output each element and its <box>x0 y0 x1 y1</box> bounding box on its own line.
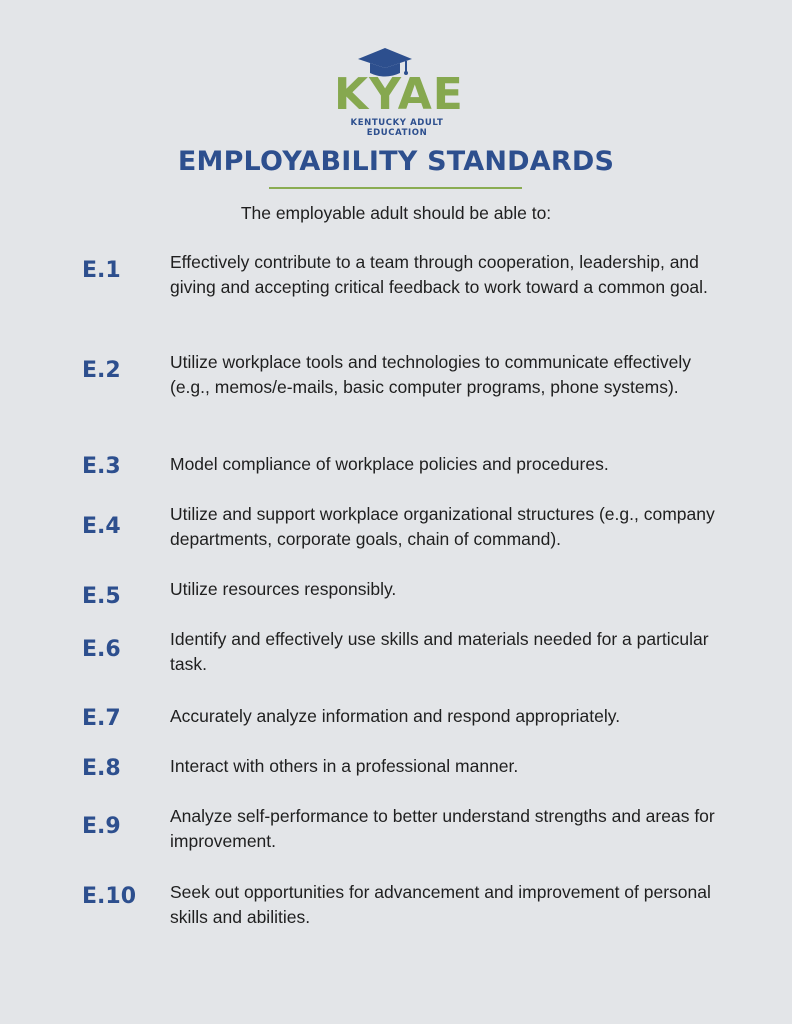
standard-description: Effectively contribute to a team through cooperation, leadership, and giving and accepting critical feedback to work toward a common goal. <box>170 252 708 297</box>
standard-code: E.7 <box>82 706 121 731</box>
standard-code: E.8 <box>82 756 121 781</box>
standard-description: Interact with others in a professional manner. <box>170 756 519 776</box>
standard-code: E.4 <box>82 514 121 539</box>
standard-code: E.6 <box>82 637 121 662</box>
standard-description: Analyze self-performance to better understand strengths and areas for improvement. <box>170 806 715 851</box>
standard-code: E.5 <box>82 584 121 609</box>
standard-code: E.1 <box>82 258 121 283</box>
standard-description: Utilize resources responsibly. <box>170 579 397 599</box>
standard-description: Utilize workplace tools and technologies to communicate effectively (e.g., memos/e-mails, basic computer programs, phone systems). <box>170 352 692 397</box>
logo-subtitle: KENTUCKY ADULT EDUCATION <box>350 118 444 138</box>
intro-text: The employable adult should be able to: <box>240 203 552 223</box>
standard-description: Utilize and support workplace organizational structures (e.g., company departments, corporate goals, chain of command). <box>170 504 715 549</box>
standard-description: Identify and effectively use skills and materials needed for a particular task. <box>170 629 709 674</box>
standard-code: E.9 <box>82 814 121 839</box>
standard-code: E.2 <box>82 358 121 383</box>
standard-description: Seek out opportunities for advancement and improvement of personal skills and abilities. <box>170 882 711 927</box>
kyae-logo <box>334 46 464 138</box>
standard-code: E.10 <box>82 884 137 909</box>
standard-description: Model compliance of workplace policies and procedures. <box>170 454 609 474</box>
title-divider <box>269 187 522 189</box>
page-title: EMPLOYABILITY STANDARDS <box>177 146 615 177</box>
standard-code: E.3 <box>82 454 121 479</box>
logo-wordmark: KYAE <box>334 69 464 120</box>
standard-description: Accurately analyze information and respond appropriately. <box>170 706 621 726</box>
